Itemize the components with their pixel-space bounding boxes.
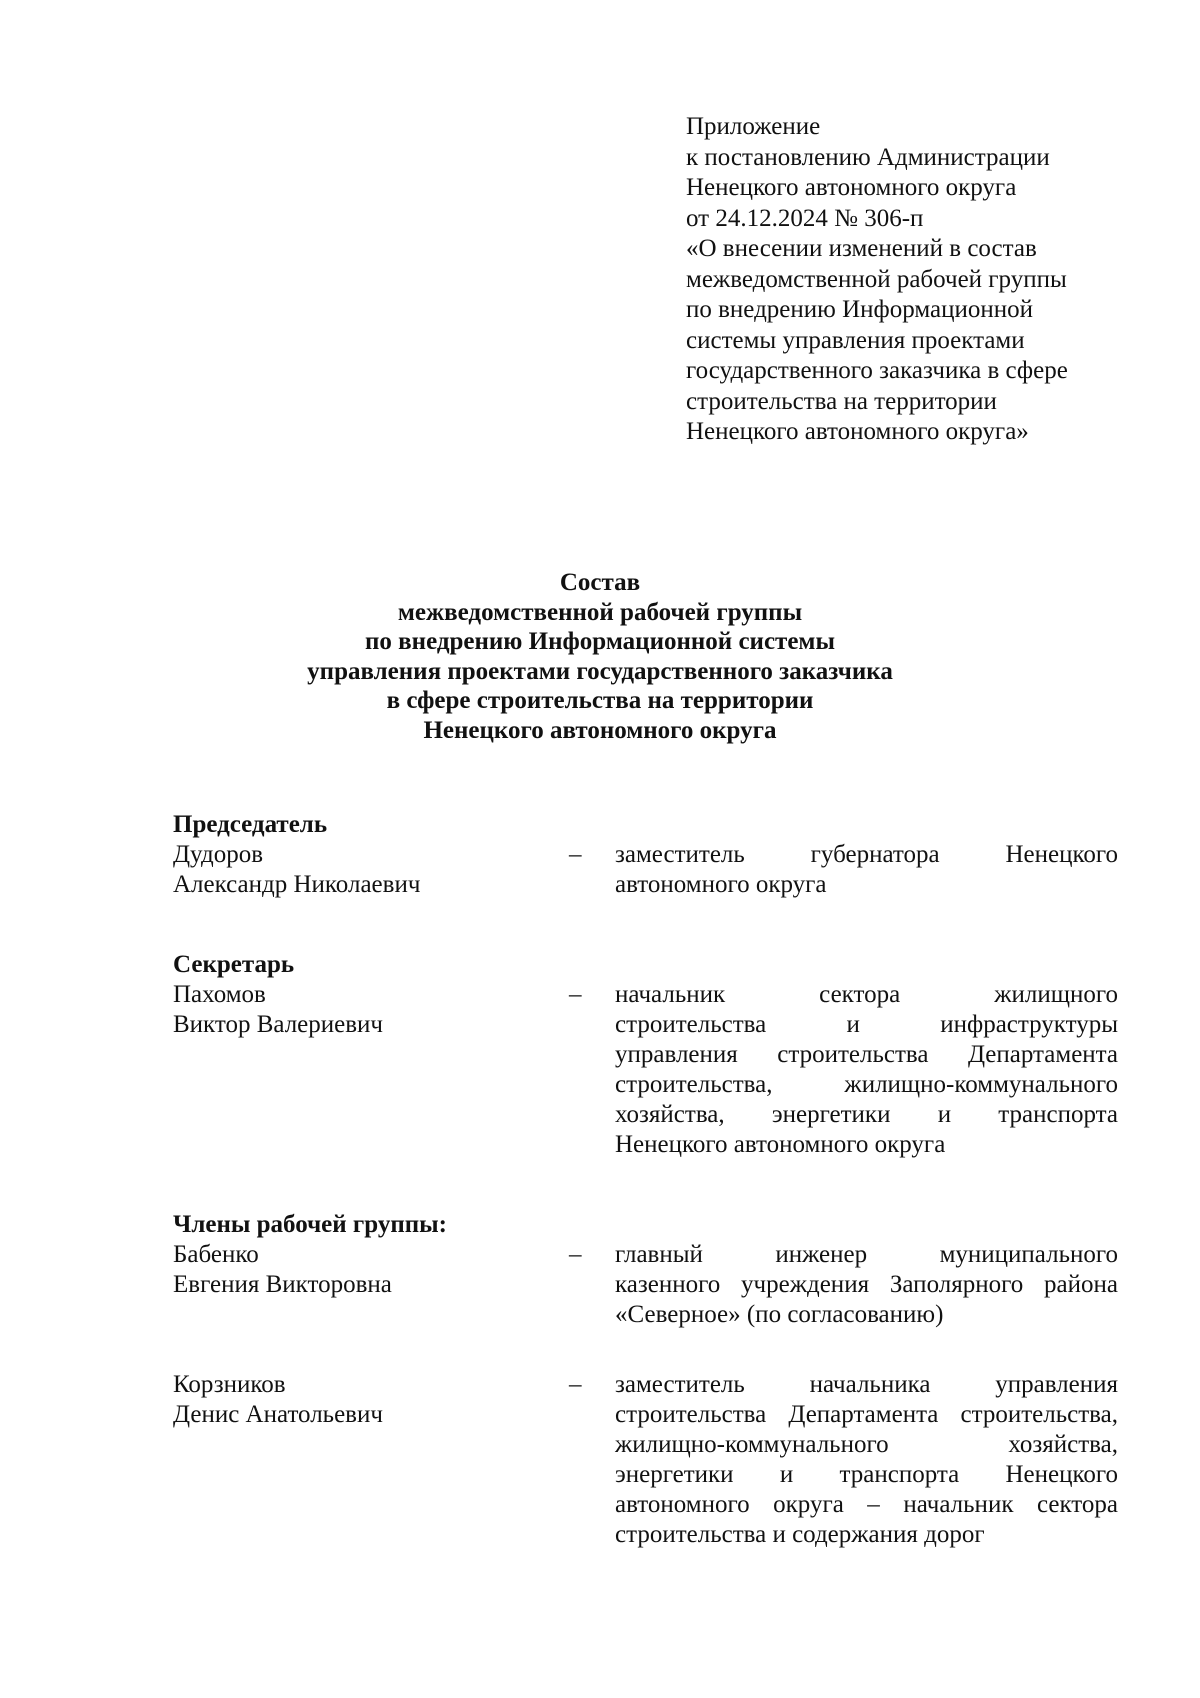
person-name xyxy=(173,1370,569,1430)
appendix-line: строительства на территории xyxy=(686,387,997,415)
position-line: Ненецкого автономного округа xyxy=(615,1131,946,1158)
members-heading: Члены рабочей группы: xyxy=(173,1211,447,1238)
position-line: заместитель начальника управления xyxy=(615,1371,1118,1398)
position-line: энергетики и транспорта Ненецкого xyxy=(615,1461,1118,1488)
document-title xyxy=(0,568,1200,745)
title-line: управления проектами государственного заказчика xyxy=(307,657,893,685)
position-description xyxy=(615,1370,1118,1550)
position-line: строительства и содержания дорог xyxy=(615,1521,985,1548)
appendix-line: государственного заказчика в сфере xyxy=(686,357,1068,384)
position-line: хозяйства, энергетики и транспорта xyxy=(615,1101,1118,1128)
position-line: автономного округа – начальник сектора xyxy=(615,1491,1118,1518)
secretary-heading: Секретарь xyxy=(173,951,295,978)
member-entry xyxy=(173,1240,1118,1330)
dash-separator: – xyxy=(569,1241,582,1268)
position-line: строительства Департамента строительства, xyxy=(615,1401,1118,1428)
position-description xyxy=(615,1240,1118,1330)
person-name xyxy=(173,1240,569,1300)
appendix-line: к постановлению Администрации xyxy=(686,143,1050,171)
position-description xyxy=(615,980,1118,1160)
position-line: главный инженер муниципального xyxy=(615,1241,1118,1268)
person-surname: Корзников xyxy=(173,1371,286,1398)
chairman-heading: Председатель xyxy=(173,811,328,838)
appendix-line: системы управления проектами xyxy=(686,326,1025,354)
composition-list xyxy=(173,810,1118,1550)
position-line: управления строительства Департамента xyxy=(615,1041,1118,1068)
spacer xyxy=(173,1330,1118,1370)
position-line: строительства, жилищно-коммунального xyxy=(615,1071,1118,1098)
appendix-line: по внедрению Информационной xyxy=(686,296,1033,323)
position-line: заместитель губернатора Ненецкого xyxy=(615,841,1118,868)
dash-separator: – xyxy=(569,1371,582,1398)
person-name xyxy=(173,840,569,900)
spacer xyxy=(173,1160,1118,1210)
chairman-entry xyxy=(173,840,1118,900)
appendix-line: «О внесении изменений в состав xyxy=(686,235,1037,262)
position-line: строительства и инфраструктуры xyxy=(615,1011,1118,1038)
person-given-name: Виктор Валериевич xyxy=(173,1011,384,1038)
title-line: в сфере строительства на территории xyxy=(386,687,814,714)
position-line: «Северное» (по согласованию) xyxy=(615,1301,944,1328)
appendix-header xyxy=(686,112,1116,448)
person-surname: Бабенко xyxy=(173,1241,259,1268)
appendix-line: Ненецкого автономного округа xyxy=(686,174,1017,201)
dash-separator: – xyxy=(569,981,582,1008)
person-surname: Пахомов xyxy=(173,981,266,1008)
person-given-name: Александр Николаевич xyxy=(173,871,421,898)
position-line: автономного округа xyxy=(615,871,827,898)
position-description xyxy=(615,840,1118,900)
person-name xyxy=(173,980,569,1040)
dash-separator: – xyxy=(569,841,582,868)
person-given-name: Евгения Викторовна xyxy=(173,1271,392,1298)
secretary-entry xyxy=(173,980,1118,1160)
person-given-name: Денис Анатольевич xyxy=(173,1401,383,1428)
title-line: по внедрению Информационной системы xyxy=(365,628,835,655)
appendix-line: Ненецкого автономного округа» xyxy=(686,418,1029,445)
position-line: начальник сектора жилищного xyxy=(615,981,1118,1008)
title-line: Состав xyxy=(559,569,641,596)
appendix-line: Приложение xyxy=(686,113,821,140)
spacer xyxy=(173,900,1118,950)
person-surname: Дудоров xyxy=(173,841,264,868)
title-line: Ненецкого автономного округа xyxy=(423,716,777,744)
appendix-line: от 24.12.2024 № 306-п xyxy=(686,204,924,232)
title-line: межведомственной рабочей группы xyxy=(397,598,803,626)
member-entry xyxy=(173,1370,1118,1550)
position-line: казенного учреждения Заполярного района xyxy=(615,1271,1118,1298)
appendix-line: межведомственной рабочей группы xyxy=(686,265,1067,293)
position-line: жилищно-коммунального хозяйства, xyxy=(615,1431,1118,1458)
